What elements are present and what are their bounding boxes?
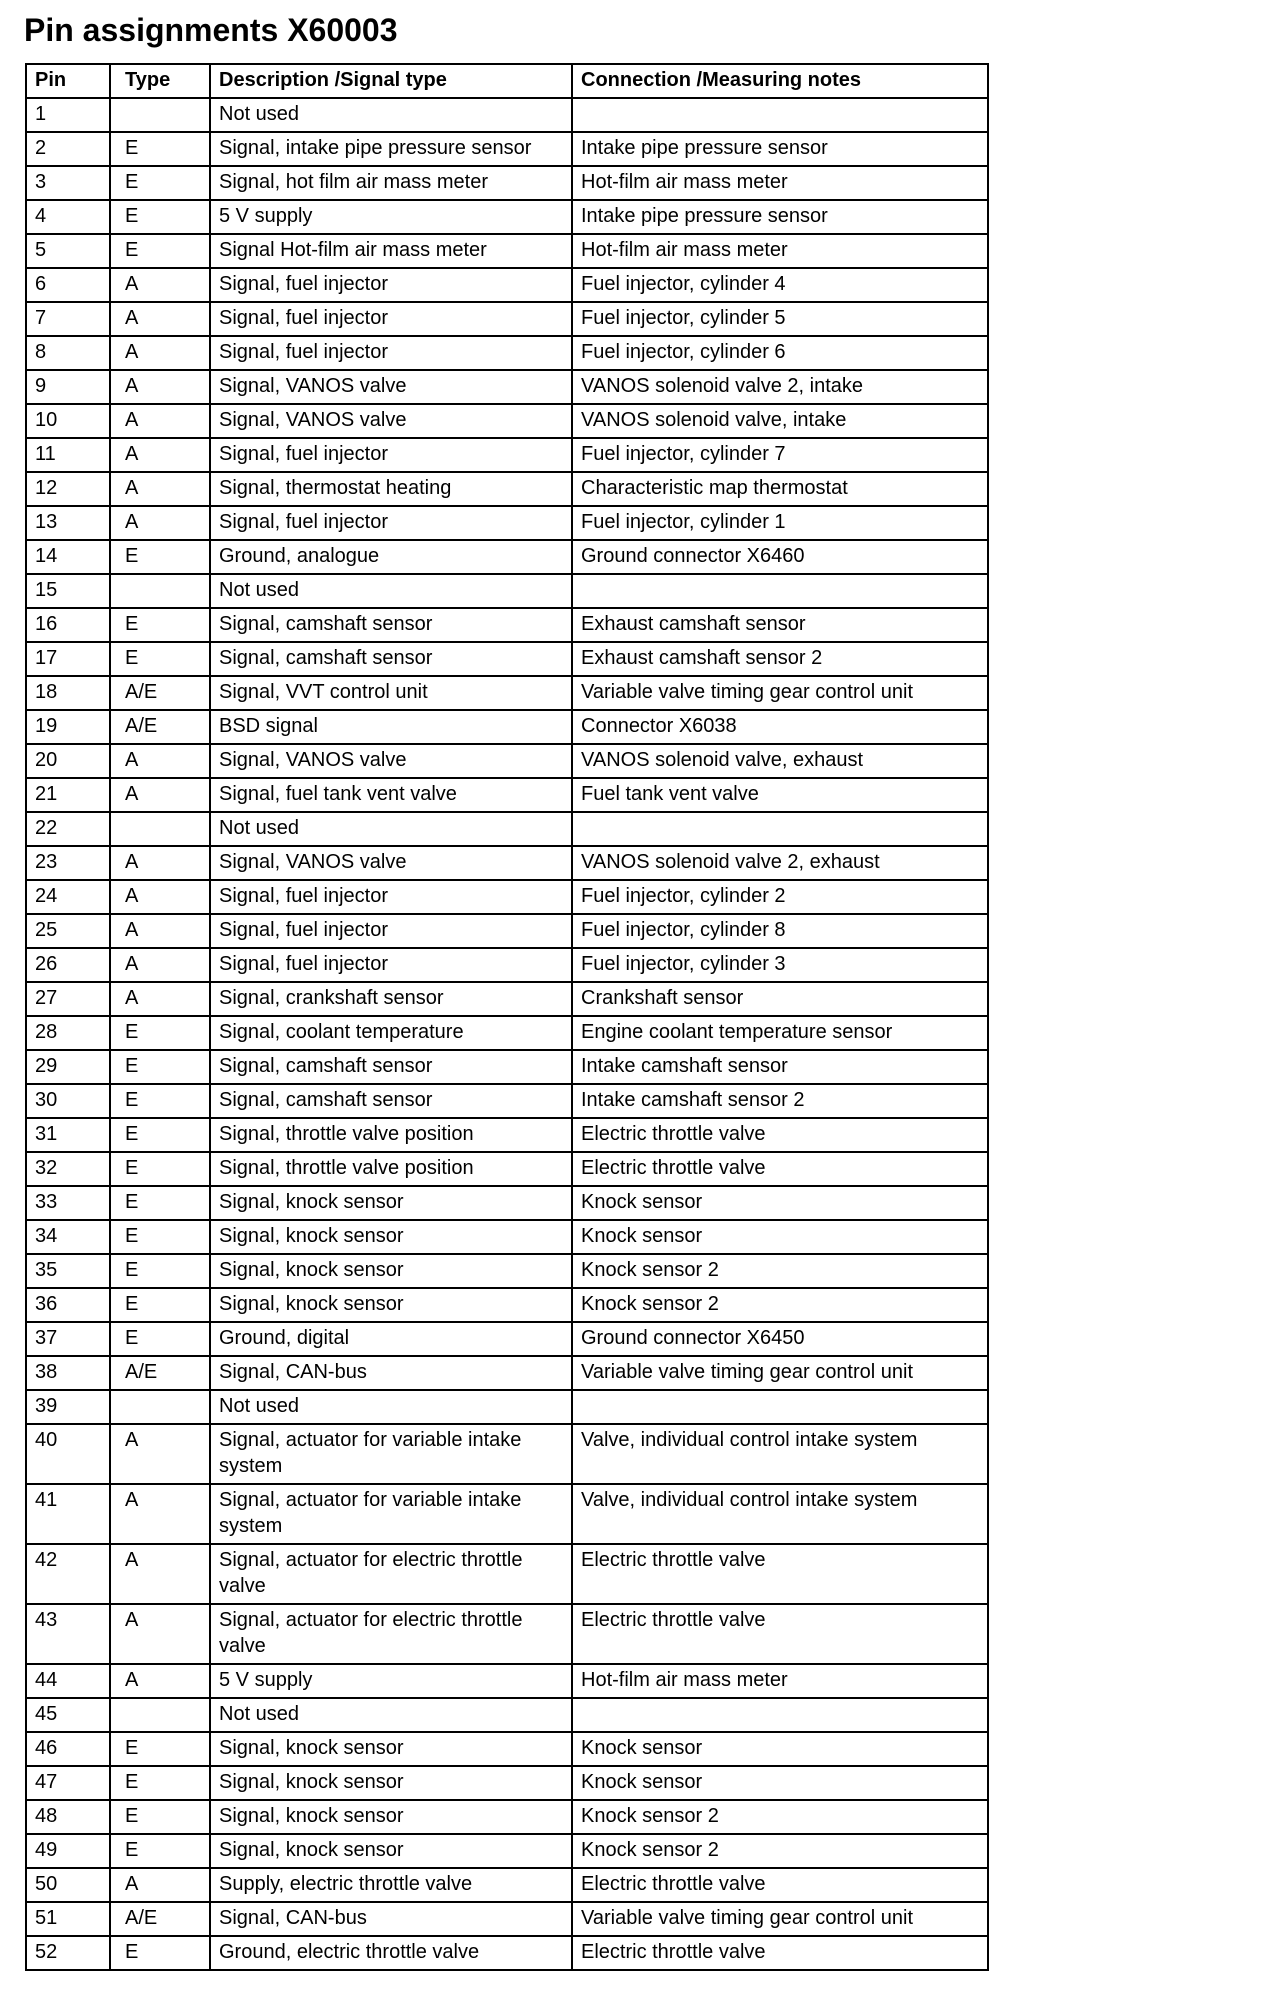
type-cell: A <box>110 268 210 302</box>
type-cell: E <box>110 1936 210 1970</box>
pin-cell: 29 <box>26 1050 110 1084</box>
description-cell: 5 V supply <box>210 200 572 234</box>
table-row <box>26 1902 988 1936</box>
table-row <box>26 1254 988 1288</box>
table-row <box>26 1390 988 1424</box>
type-cell <box>110 1390 210 1424</box>
type-cell: E <box>110 1220 210 1254</box>
pin-cell: 41 <box>26 1484 110 1544</box>
pin-cell: 26 <box>26 948 110 982</box>
description-cell: Signal, camshaft sensor <box>210 1084 572 1118</box>
type-cell: E <box>110 1186 210 1220</box>
type-cell: A <box>110 506 210 540</box>
connection-cell: Fuel tank vent valve <box>572 778 988 812</box>
type-cell: E <box>110 1322 210 1356</box>
connection-cell: Hot-film air mass meter <box>572 234 988 268</box>
connection-cell: Variable valve timing gear control unit <box>572 1902 988 1936</box>
pin-cell: 20 <box>26 744 110 778</box>
table-row <box>26 1604 988 1664</box>
pin-cell: 14 <box>26 540 110 574</box>
type-cell: E <box>110 1254 210 1288</box>
table-row <box>26 1766 988 1800</box>
connection-cell: Intake camshaft sensor 2 <box>572 1084 988 1118</box>
connection-cell: Ground connector X6460 <box>572 540 988 574</box>
pin-cell: 52 <box>26 1936 110 1970</box>
description-cell: Signal, camshaft sensor <box>210 608 572 642</box>
table-row <box>26 676 988 710</box>
description-cell: Signal, CAN-bus <box>210 1902 572 1936</box>
pin-cell: 40 <box>26 1424 110 1484</box>
connection-cell: Intake camshaft sensor <box>572 1050 988 1084</box>
connection-cell: Variable valve timing gear control unit <box>572 676 988 710</box>
pin-cell: 34 <box>26 1220 110 1254</box>
type-cell: E <box>110 1050 210 1084</box>
table-row <box>26 472 988 506</box>
pin-cell: 17 <box>26 642 110 676</box>
table-row <box>26 1868 988 1902</box>
pin-cell: 21 <box>26 778 110 812</box>
description-cell: Signal, fuel injector <box>210 302 572 336</box>
pin-cell: 37 <box>26 1322 110 1356</box>
description-cell: Ground, analogue <box>210 540 572 574</box>
description-cell: 5 V supply <box>210 1664 572 1698</box>
type-cell: E <box>110 1118 210 1152</box>
table-row <box>26 1186 988 1220</box>
description-cell: Ground, digital <box>210 1322 572 1356</box>
description-cell: Signal, CAN-bus <box>210 1356 572 1390</box>
description-cell: Signal, camshaft sensor <box>210 1050 572 1084</box>
table-row <box>26 506 988 540</box>
description-cell: Signal, fuel tank vent valve <box>210 778 572 812</box>
table-row <box>26 574 988 608</box>
type-cell: E <box>110 608 210 642</box>
type-cell: A <box>110 1424 210 1484</box>
connection-cell: Intake pipe pressure sensor <box>572 200 988 234</box>
pin-cell: 1 <box>26 98 110 132</box>
column-header-connection: Connection /Measuring notes <box>572 64 988 98</box>
table-row <box>26 880 988 914</box>
table-row <box>26 1118 988 1152</box>
type-cell: A/E <box>110 710 210 744</box>
pin-cell: 47 <box>26 1766 110 1800</box>
type-cell: A <box>110 880 210 914</box>
type-cell: E <box>110 1016 210 1050</box>
type-cell <box>110 812 210 846</box>
connection-cell: Fuel injector, cylinder 1 <box>572 506 988 540</box>
connection-cell: Electric throttle valve <box>572 1604 988 1664</box>
description-cell: Signal, fuel injector <box>210 880 572 914</box>
description-cell: Signal, fuel injector <box>210 506 572 540</box>
connection-cell: Fuel injector, cylinder 8 <box>572 914 988 948</box>
table-row <box>26 1834 988 1868</box>
pin-cell: 44 <box>26 1664 110 1698</box>
column-header-type: Type <box>110 64 210 98</box>
connection-cell: Connector X6038 <box>572 710 988 744</box>
pin-cell: 36 <box>26 1288 110 1322</box>
connection-cell: Fuel injector, cylinder 3 <box>572 948 988 982</box>
type-cell: A <box>110 1484 210 1544</box>
pin-cell: 43 <box>26 1604 110 1664</box>
pin-cell: 27 <box>26 982 110 1016</box>
table-row <box>26 1220 988 1254</box>
description-cell: Signal, coolant temperature <box>210 1016 572 1050</box>
connection-cell: Fuel injector, cylinder 7 <box>572 438 988 472</box>
description-cell: Ground, electric throttle valve <box>210 1936 572 1970</box>
table-row <box>26 1732 988 1766</box>
table-row <box>26 1800 988 1834</box>
table-row <box>26 540 988 574</box>
connection-cell: VANOS solenoid valve 2, exhaust <box>572 846 988 880</box>
table-row <box>26 812 988 846</box>
type-cell <box>110 1698 210 1732</box>
type-cell: A <box>110 1664 210 1698</box>
type-cell: A <box>110 404 210 438</box>
connection-cell: VANOS solenoid valve 2, intake <box>572 370 988 404</box>
connection-cell: Knock sensor 2 <box>572 1288 988 1322</box>
description-cell: Signal, throttle valve position <box>210 1118 572 1152</box>
table-row <box>26 1484 988 1544</box>
description-cell: Signal, VANOS valve <box>210 846 572 880</box>
table-row <box>26 98 988 132</box>
type-cell: E <box>110 642 210 676</box>
connection-cell: Exhaust camshaft sensor <box>572 608 988 642</box>
connection-cell: Exhaust camshaft sensor 2 <box>572 642 988 676</box>
pin-cell: 39 <box>26 1390 110 1424</box>
type-cell: A <box>110 778 210 812</box>
connection-cell: Valve, individual control intake system <box>572 1484 988 1544</box>
table-row <box>26 1698 988 1732</box>
pin-cell: 15 <box>26 574 110 608</box>
description-cell: Signal, camshaft sensor <box>210 642 572 676</box>
table-row <box>26 744 988 778</box>
connection-cell: Hot-film air mass meter <box>572 166 988 200</box>
page-title: Pin assignments X60003 <box>24 12 398 48</box>
pin-cell: 32 <box>26 1152 110 1186</box>
pin-cell: 10 <box>26 404 110 438</box>
description-cell: Not used <box>210 574 572 608</box>
table-header-row <box>26 64 988 98</box>
type-cell: A <box>110 846 210 880</box>
connection-cell <box>572 574 988 608</box>
type-cell: E <box>110 166 210 200</box>
type-cell: E <box>110 1732 210 1766</box>
description-cell: Signal, fuel injector <box>210 268 572 302</box>
description-cell: Not used <box>210 1698 572 1732</box>
connection-cell <box>572 812 988 846</box>
connection-cell: Ground connector X6450 <box>572 1322 988 1356</box>
table-row <box>26 200 988 234</box>
connection-cell <box>572 1698 988 1732</box>
table-row <box>26 982 988 1016</box>
type-cell: A <box>110 472 210 506</box>
table-row <box>26 1050 988 1084</box>
description-cell: Signal, knock sensor <box>210 1288 572 1322</box>
description-cell: Signal, intake pipe pressure sensor <box>210 132 572 166</box>
table-row <box>26 1356 988 1390</box>
description-cell: Signal, actuator for electric throttle valve <box>210 1544 572 1604</box>
description-cell: Signal, fuel injector <box>210 336 572 370</box>
type-cell: A <box>110 370 210 404</box>
type-cell: A <box>110 1544 210 1604</box>
connection-cell: VANOS solenoid valve, intake <box>572 404 988 438</box>
pin-cell: 9 <box>26 370 110 404</box>
type-cell: A <box>110 1868 210 1902</box>
connection-cell: Electric throttle valve <box>572 1868 988 1902</box>
table-row <box>26 778 988 812</box>
connection-cell: Fuel injector, cylinder 4 <box>572 268 988 302</box>
description-cell: Not used <box>210 1390 572 1424</box>
pin-cell: 33 <box>26 1186 110 1220</box>
pin-cell: 25 <box>26 914 110 948</box>
type-cell: A <box>110 914 210 948</box>
connection-cell: Electric throttle valve <box>572 1118 988 1152</box>
description-cell: Signal, actuator for electric throttle valve <box>210 1604 572 1664</box>
description-cell: BSD signal <box>210 710 572 744</box>
connection-cell: Knock sensor <box>572 1220 988 1254</box>
connection-cell: Electric throttle valve <box>572 1152 988 1186</box>
pin-cell: 12 <box>26 472 110 506</box>
description-cell: Not used <box>210 98 572 132</box>
pin-cell: 23 <box>26 846 110 880</box>
table-row <box>26 336 988 370</box>
connection-cell: Electric throttle valve <box>572 1544 988 1604</box>
column-header-description: Description /Signal type <box>210 64 572 98</box>
pin-cell: 2 <box>26 132 110 166</box>
type-cell <box>110 98 210 132</box>
column-header-pin: Pin <box>26 64 110 98</box>
table-row <box>26 948 988 982</box>
table-row <box>26 1424 988 1484</box>
description-cell: Signal, knock sensor <box>210 1766 572 1800</box>
description-cell: Signal, VANOS valve <box>210 744 572 778</box>
pin-cell: 30 <box>26 1084 110 1118</box>
connection-cell: Knock sensor <box>572 1732 988 1766</box>
table-row <box>26 1016 988 1050</box>
table-row <box>26 1936 988 1970</box>
pin-cell: 24 <box>26 880 110 914</box>
description-cell: Signal, knock sensor <box>210 1834 572 1868</box>
pin-cell: 42 <box>26 1544 110 1604</box>
pin-cell: 18 <box>26 676 110 710</box>
connection-cell: Fuel injector, cylinder 5 <box>572 302 988 336</box>
table-row <box>26 438 988 472</box>
type-cell: E <box>110 540 210 574</box>
pin-cell: 3 <box>26 166 110 200</box>
pin-cell: 16 <box>26 608 110 642</box>
connection-cell: Knock sensor 2 <box>572 1800 988 1834</box>
connection-cell: VANOS solenoid valve, exhaust <box>572 744 988 778</box>
type-cell: E <box>110 1084 210 1118</box>
table-row <box>26 302 988 336</box>
description-cell: Not used <box>210 812 572 846</box>
pin-cell: 8 <box>26 336 110 370</box>
type-cell: A <box>110 948 210 982</box>
pin-cell: 51 <box>26 1902 110 1936</box>
type-cell: E <box>110 200 210 234</box>
pin-cell: 49 <box>26 1834 110 1868</box>
description-cell: Signal, fuel injector <box>210 438 572 472</box>
description-cell: Signal, throttle valve position <box>210 1152 572 1186</box>
pin-cell: 19 <box>26 710 110 744</box>
description-cell: Signal, knock sensor <box>210 1800 572 1834</box>
table-row <box>26 132 988 166</box>
description-cell: Signal, fuel injector <box>210 948 572 982</box>
table-row <box>26 268 988 302</box>
type-cell: E <box>110 234 210 268</box>
connection-cell: Knock sensor 2 <box>572 1834 988 1868</box>
description-cell: Signal, actuator for variable intake system <box>210 1484 572 1544</box>
pin-cell: 11 <box>26 438 110 472</box>
type-cell: A <box>110 1604 210 1664</box>
type-cell: A/E <box>110 1356 210 1390</box>
connection-cell: Hot-film air mass meter <box>572 1664 988 1698</box>
connection-cell: Electric throttle valve <box>572 1936 988 1970</box>
connection-cell: Knock sensor <box>572 1766 988 1800</box>
pin-cell: 45 <box>26 1698 110 1732</box>
table-row <box>26 1084 988 1118</box>
connection-cell: Crankshaft sensor <box>572 982 988 1016</box>
pin-cell: 46 <box>26 1732 110 1766</box>
table-row <box>26 710 988 744</box>
table-row <box>26 642 988 676</box>
connection-cell: Knock sensor 2 <box>572 1254 988 1288</box>
connection-cell: Fuel injector, cylinder 6 <box>572 336 988 370</box>
pin-cell: 22 <box>26 812 110 846</box>
pin-cell: 48 <box>26 1800 110 1834</box>
table-row <box>26 1544 988 1604</box>
connection-cell: Characteristic map thermostat <box>572 472 988 506</box>
table-row <box>26 1664 988 1698</box>
description-cell: Signal, knock sensor <box>210 1254 572 1288</box>
pin-cell: 13 <box>26 506 110 540</box>
connection-cell: Intake pipe pressure sensor <box>572 132 988 166</box>
type-cell: A <box>110 302 210 336</box>
description-cell: Signal, knock sensor <box>210 1732 572 1766</box>
connection-cell <box>572 1390 988 1424</box>
pin-cell: 50 <box>26 1868 110 1902</box>
pin-cell: 35 <box>26 1254 110 1288</box>
table-row <box>26 846 988 880</box>
type-cell: A <box>110 744 210 778</box>
connection-cell: Fuel injector, cylinder 2 <box>572 880 988 914</box>
pin-table-body <box>26 98 988 1970</box>
description-cell: Signal, VVT control unit <box>210 676 572 710</box>
type-cell: A <box>110 982 210 1016</box>
table-row <box>26 404 988 438</box>
pin-cell: 31 <box>26 1118 110 1152</box>
pin-cell: 6 <box>26 268 110 302</box>
description-cell: Signal Hot-film air mass meter <box>210 234 572 268</box>
table-row <box>26 1322 988 1356</box>
type-cell: E <box>110 1834 210 1868</box>
connection-cell: Variable valve timing gear control unit <box>572 1356 988 1390</box>
type-cell: A/E <box>110 676 210 710</box>
table-row <box>26 1288 988 1322</box>
pin-cell: 38 <box>26 1356 110 1390</box>
type-cell: E <box>110 1766 210 1800</box>
connection-cell: Engine coolant temperature sensor <box>572 1016 988 1050</box>
pin-cell: 28 <box>26 1016 110 1050</box>
description-cell: Signal, VANOS valve <box>210 370 572 404</box>
type-cell: E <box>110 1288 210 1322</box>
type-cell: E <box>110 132 210 166</box>
description-cell: Signal, fuel injector <box>210 914 572 948</box>
description-cell: Signal, actuator for variable intake system <box>210 1424 572 1484</box>
description-cell: Signal, thermostat heating <box>210 472 572 506</box>
type-cell: A/E <box>110 1902 210 1936</box>
table-row <box>26 914 988 948</box>
type-cell <box>110 574 210 608</box>
table-row <box>26 166 988 200</box>
table-row <box>26 234 988 268</box>
type-cell: E <box>110 1800 210 1834</box>
type-cell: A <box>110 336 210 370</box>
table-row <box>26 1152 988 1186</box>
description-cell: Signal, crankshaft sensor <box>210 982 572 1016</box>
pin-cell: 5 <box>26 234 110 268</box>
table-row <box>26 608 988 642</box>
description-cell: Signal, hot film air mass meter <box>210 166 572 200</box>
connection-cell: Knock sensor <box>572 1186 988 1220</box>
pin-assignment-table <box>25 63 989 1971</box>
description-cell: Signal, knock sensor <box>210 1220 572 1254</box>
type-cell: E <box>110 1152 210 1186</box>
description-cell: Supply, electric throttle valve <box>210 1868 572 1902</box>
pin-cell: 4 <box>26 200 110 234</box>
pin-cell: 7 <box>26 302 110 336</box>
description-cell: Signal, knock sensor <box>210 1186 572 1220</box>
connection-cell: Valve, individual control intake system <box>572 1424 988 1484</box>
description-cell: Signal, VANOS valve <box>210 404 572 438</box>
type-cell: A <box>110 438 210 472</box>
table-row <box>26 370 988 404</box>
connection-cell <box>572 98 988 132</box>
